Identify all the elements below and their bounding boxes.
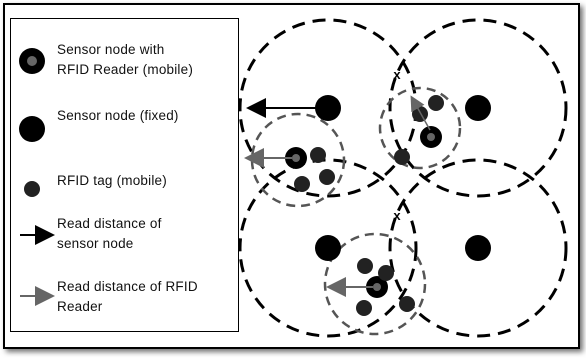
legend-label-reader-distance-line1: Read distance of RFID xyxy=(57,279,198,294)
fixed-sensor-node xyxy=(315,235,341,261)
legend-label-fixed-node: Sensor node (fixed) xyxy=(57,108,179,123)
rfid-tag xyxy=(310,147,326,163)
legend-label-sensor-distance-line1: Read distance of xyxy=(57,216,162,231)
legend-label-mobile-reader-line2: RFID Reader (mobile) xyxy=(57,62,194,77)
legend-box xyxy=(10,18,239,332)
rfid-tag xyxy=(294,176,310,192)
cross-marker: x xyxy=(393,67,401,82)
rfid-tag xyxy=(428,95,444,111)
fixed-sensor-node xyxy=(465,235,491,261)
legend-label-mobile-reader-line1: Sensor node with xyxy=(57,42,165,57)
mobile-reader-node-center xyxy=(292,154,300,162)
rfid-tag xyxy=(412,106,428,122)
cross-marker: x xyxy=(393,208,401,223)
fixed-sensor-node xyxy=(465,95,491,121)
legend-label-rfid-tag: RFID tag (mobile) xyxy=(57,173,167,188)
rfid-tag xyxy=(319,169,335,185)
legend-label-reader-distance-line2: Reader xyxy=(57,299,103,314)
rfid-tag xyxy=(399,296,415,312)
legend-label-sensor-distance-line2: sensor node xyxy=(57,236,134,251)
legend-fixed-node-symbol xyxy=(19,116,45,142)
rfid-tag xyxy=(356,300,372,316)
legend-rfid-tag-symbol xyxy=(24,181,40,197)
rfid-tag xyxy=(357,258,373,274)
legend-mobile-reader-symbol-center xyxy=(27,56,37,66)
rfid-tag xyxy=(378,265,394,281)
mobile-reader-node-center xyxy=(427,133,435,141)
rfid-tag xyxy=(394,149,410,165)
mobile-reader-node-center xyxy=(373,283,381,291)
